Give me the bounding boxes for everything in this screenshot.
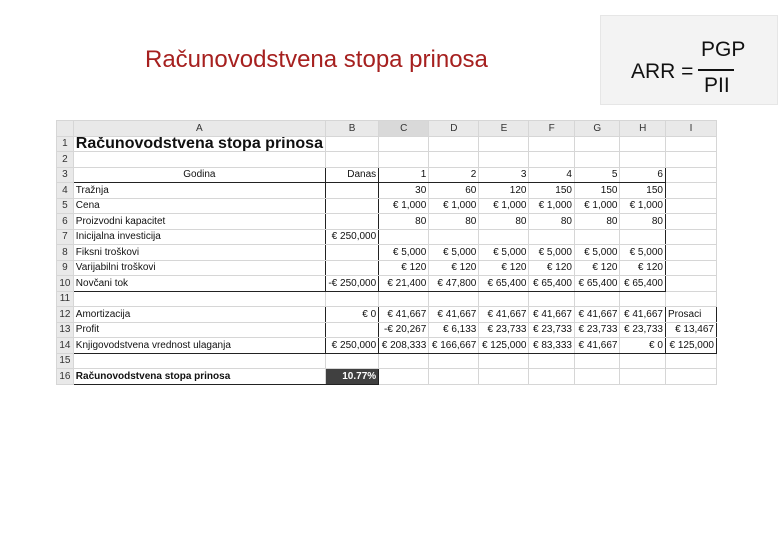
cell-g15[interactable] [574,353,620,369]
cell-h16[interactable] [620,369,666,385]
cell-i14[interactable]: € 125,000 [665,338,716,354]
cell-f6[interactable]: 80 [529,214,575,230]
cell-g16[interactable] [574,369,620,385]
select-all-corner[interactable] [57,121,74,137]
cell-c10[interactable]: € 21,400 [379,276,429,292]
cell-g4[interactable]: 150 [574,183,620,199]
cell-i11[interactable] [665,291,716,307]
cell-a14[interactable]: Knjigovodstvena vrednost ulaganja [73,338,325,354]
row-header[interactable]: 13 [57,322,74,338]
cell-h8[interactable]: € 5,000 [620,245,666,261]
cell-d9[interactable]: € 120 [429,260,479,276]
cell-a7[interactable]: Inicijalna investicija [73,229,325,245]
cell-g8[interactable]: € 5,000 [574,245,620,261]
cell-b11[interactable] [325,291,378,307]
cell-g2[interactable] [574,152,620,168]
cell-g6[interactable]: 80 [574,214,620,230]
row-header[interactable]: 3 [57,167,74,183]
cell-i6[interactable] [665,214,716,230]
cell-d4[interactable]: 60 [429,183,479,199]
cell-a3[interactable]: Godina [73,167,325,183]
cell-e9[interactable]: € 120 [479,260,529,276]
cell-b15[interactable] [325,353,378,369]
cell-g5[interactable]: € 1,000 [574,198,620,214]
cell-h13[interactable]: € 23,733 [620,322,666,338]
cell-b13[interactable] [325,322,378,338]
column-header-b[interactable]: B [325,121,378,137]
cell-f16[interactable] [529,369,575,385]
cell-b10[interactable]: -€ 250,000 [325,276,378,292]
column-header-a[interactable]: A [73,121,325,137]
formula-denominator: PII [704,74,730,97]
cell-b5[interactable] [325,198,378,214]
cell-d5[interactable]: € 1,000 [429,198,479,214]
cell-i7[interactable] [665,229,716,245]
cell-b7[interactable]: € 250,000 [325,229,378,245]
sheet-row [57,291,717,307]
cell-h15[interactable] [620,353,666,369]
cell-h4[interactable]: 150 [620,183,666,199]
formula-numerator: PGP [701,38,746,61]
cell-h6[interactable]: 80 [620,214,666,230]
cell-d12[interactable]: € 41,667 [429,307,479,323]
cell-c14[interactable]: € 208,333 [379,338,429,354]
cell-d1[interactable] [429,136,479,152]
cell-h14[interactable]: € 0 [620,338,666,354]
cell-h3[interactable]: 6 [620,167,666,183]
cell-f14[interactable]: € 83,333 [529,338,575,354]
row-header[interactable]: 4 [57,183,74,199]
row-header[interactable]: 12 [57,307,74,323]
sheet-row [57,322,717,338]
cell-f9[interactable]: € 120 [529,260,575,276]
cell-f5[interactable]: € 1,000 [529,198,575,214]
cell-g7[interactable] [574,229,620,245]
cell-c12[interactable]: € 41,667 [379,307,429,323]
cell-h2[interactable] [620,152,666,168]
cell-h12[interactable]: € 41,667 [620,307,666,323]
column-header-c[interactable]: C [379,121,429,137]
cell-e10[interactable]: € 65,400 [479,276,529,292]
cell-e4[interactable]: 120 [479,183,529,199]
cell-a15[interactable] [73,353,325,369]
row-header[interactable]: 14 [57,338,74,354]
sheet-row [57,369,717,385]
cell-a10[interactable]: Novčani tok [73,276,325,292]
sheet-row [57,338,717,354]
row-header[interactable]: 2 [57,152,74,168]
cell-b4[interactable] [325,183,378,199]
cell-a11[interactable] [73,291,325,307]
cell-f8[interactable]: € 5,000 [529,245,575,261]
cell-a9[interactable]: Varijabilni troškovi [73,260,325,276]
cell-a5[interactable]: Cena [73,198,325,214]
cell-b12[interactable]: € 0 [325,307,378,323]
cell-e6[interactable]: 80 [479,214,529,230]
arr-formula [600,15,778,105]
cell-e15[interactable] [479,353,529,369]
cell-a2[interactable] [73,152,325,168]
cell-i8[interactable] [665,245,716,261]
cell-d13[interactable]: € 6,133 [429,322,479,338]
column-header-row [57,121,717,137]
cell-d3[interactable]: 2 [429,167,479,183]
cell-e3[interactable]: 3 [479,167,529,183]
cell-b2[interactable] [325,152,378,168]
cell-b16[interactable]: 10.77% [325,369,378,385]
cell-d2[interactable] [429,152,479,168]
cell-d10[interactable]: € 47,800 [429,276,479,292]
cell-d7[interactable] [429,229,479,245]
sheet-row [57,353,717,369]
cell-i2[interactable] [665,152,716,168]
cell-a6[interactable]: Proizvodni kapacitet [73,214,325,230]
column-header-i[interactable]: I [665,121,716,137]
cell-g3[interactable]: 5 [574,167,620,183]
spreadsheet [56,120,717,417]
cell-d11[interactable] [429,291,479,307]
cell-f1[interactable] [529,136,575,152]
cell-b9[interactable] [325,260,378,276]
cell-c13[interactable]: -€ 20,267 [379,322,429,338]
cell-i13[interactable]: € 13,467 [665,322,716,338]
cell-e8[interactable]: € 5,000 [479,245,529,261]
cell-c5[interactable]: € 1,000 [379,198,429,214]
cell-g9[interactable]: € 120 [574,260,620,276]
slide-title: Računovodstvena stopa prinosa [145,46,488,73]
cell-d15[interactable] [429,353,479,369]
cell-h10[interactable]: € 65,400 [620,276,666,292]
cell-g14[interactable]: € 41,667 [574,338,620,354]
cell-c15[interactable] [379,353,429,369]
cell-e5[interactable]: € 1,000 [479,198,529,214]
cell-e7[interactable] [479,229,529,245]
cell-c16[interactable] [379,369,429,385]
cell-c6[interactable]: 80 [379,214,429,230]
cell-e2[interactable] [479,152,529,168]
cell-h1[interactable] [620,136,666,152]
cell-f2[interactable] [529,152,575,168]
sheet-row [57,260,717,276]
cell-e11[interactable] [479,291,529,307]
cell-i4[interactable] [665,183,716,199]
cell-e12[interactable]: € 41,667 [479,307,529,323]
sheet-row [57,152,717,168]
cell-g10[interactable]: € 65,400 [574,276,620,292]
cell-c3[interactable]: 1 [379,167,429,183]
cell-g12[interactable]: € 41,667 [574,307,620,323]
sheet-row [57,245,717,261]
column-header-e[interactable]: E [479,121,529,137]
spreadsheet-grid [56,120,717,385]
cell-i1[interactable] [665,136,716,152]
cell-f10[interactable]: € 65,400 [529,276,575,292]
cell-a4[interactable]: Tražnja [73,183,325,199]
cell-i16[interactable] [665,369,716,385]
cell-b6[interactable] [325,214,378,230]
formula-lhs: ARR = [631,60,694,83]
cell-c4[interactable]: 30 [379,183,429,199]
column-header-d[interactable]: D [429,121,479,137]
sheet-row [57,198,717,214]
cell-a1[interactable]: Računovodstvena stopa prinosa [73,136,325,152]
row-header[interactable]: 7 [57,229,74,245]
sheet-row [57,276,717,292]
cell-c1[interactable] [379,136,429,152]
sheet-row [57,214,717,230]
cell-i5[interactable] [665,198,716,214]
cell-g11[interactable] [574,291,620,307]
row-header[interactable]: 5 [57,198,74,214]
sheet-row [57,167,717,183]
cell-b1[interactable] [325,136,378,152]
cell-d8[interactable]: € 5,000 [429,245,479,261]
cell-f4[interactable]: 150 [529,183,575,199]
cell-e1[interactable] [479,136,529,152]
cell-i10[interactable] [665,276,716,292]
row-header[interactable]: 6 [57,214,74,230]
row-header[interactable]: 11 [57,291,74,307]
cell-h9[interactable]: € 120 [620,260,666,276]
row-header[interactable]: 1 [57,136,74,152]
column-header-f[interactable]: F [529,121,575,137]
cell-c11[interactable] [379,291,429,307]
sheet-row [57,136,717,152]
cell-g1[interactable] [574,136,620,152]
cell-g13[interactable]: € 23,733 [574,322,620,338]
cell-e16[interactable] [479,369,529,385]
cell-f12[interactable]: € 41,667 [529,307,575,323]
cell-e14[interactable]: € 125,000 [479,338,529,354]
sheet-row [57,307,717,323]
row-header[interactable]: 9 [57,260,74,276]
cell-a13[interactable]: Profit [73,322,325,338]
cell-d14[interactable]: € 166,667 [429,338,479,354]
cell-a8[interactable]: Fiksni troškovi [73,245,325,261]
cell-i9[interactable] [665,260,716,276]
row-header[interactable]: 16 [57,369,74,385]
cell-i12[interactable]: Prosaci [665,307,716,323]
cell-f15[interactable] [529,353,575,369]
sheet-row [57,229,717,245]
cell-a16[interactable]: Računovodstvena stopa prinosa [73,369,325,385]
cell-f13[interactable]: € 23,733 [529,322,575,338]
row-header[interactable]: 10 [57,276,74,292]
cell-h11[interactable] [620,291,666,307]
cell-i3[interactable] [665,167,716,183]
row-header[interactable]: 8 [57,245,74,261]
cell-b3[interactable]: Danas [325,167,378,183]
cell-b14[interactable]: € 250,000 [325,338,378,354]
cell-f3[interactable]: 4 [529,167,575,183]
cell-a12[interactable]: Amortizacija [73,307,325,323]
cell-c2[interactable] [379,152,429,168]
column-header-g[interactable]: G [574,121,620,137]
row-header[interactable]: 15 [57,353,74,369]
cell-d16[interactable] [429,369,479,385]
fraction-bar [698,69,734,71]
cell-f7[interactable] [529,229,575,245]
cell-f11[interactable] [529,291,575,307]
cell-i15[interactable] [665,353,716,369]
cell-c8[interactable]: € 5,000 [379,245,429,261]
cell-e13[interactable]: € 23,733 [479,322,529,338]
cell-c9[interactable]: € 120 [379,260,429,276]
cell-h5[interactable]: € 1,000 [620,198,666,214]
cell-b8[interactable] [325,245,378,261]
cell-h7[interactable] [620,229,666,245]
cell-d6[interactable]: 80 [429,214,479,230]
sheet-row [57,183,717,199]
column-header-h[interactable]: H [620,121,666,137]
cell-c7[interactable] [379,229,429,245]
